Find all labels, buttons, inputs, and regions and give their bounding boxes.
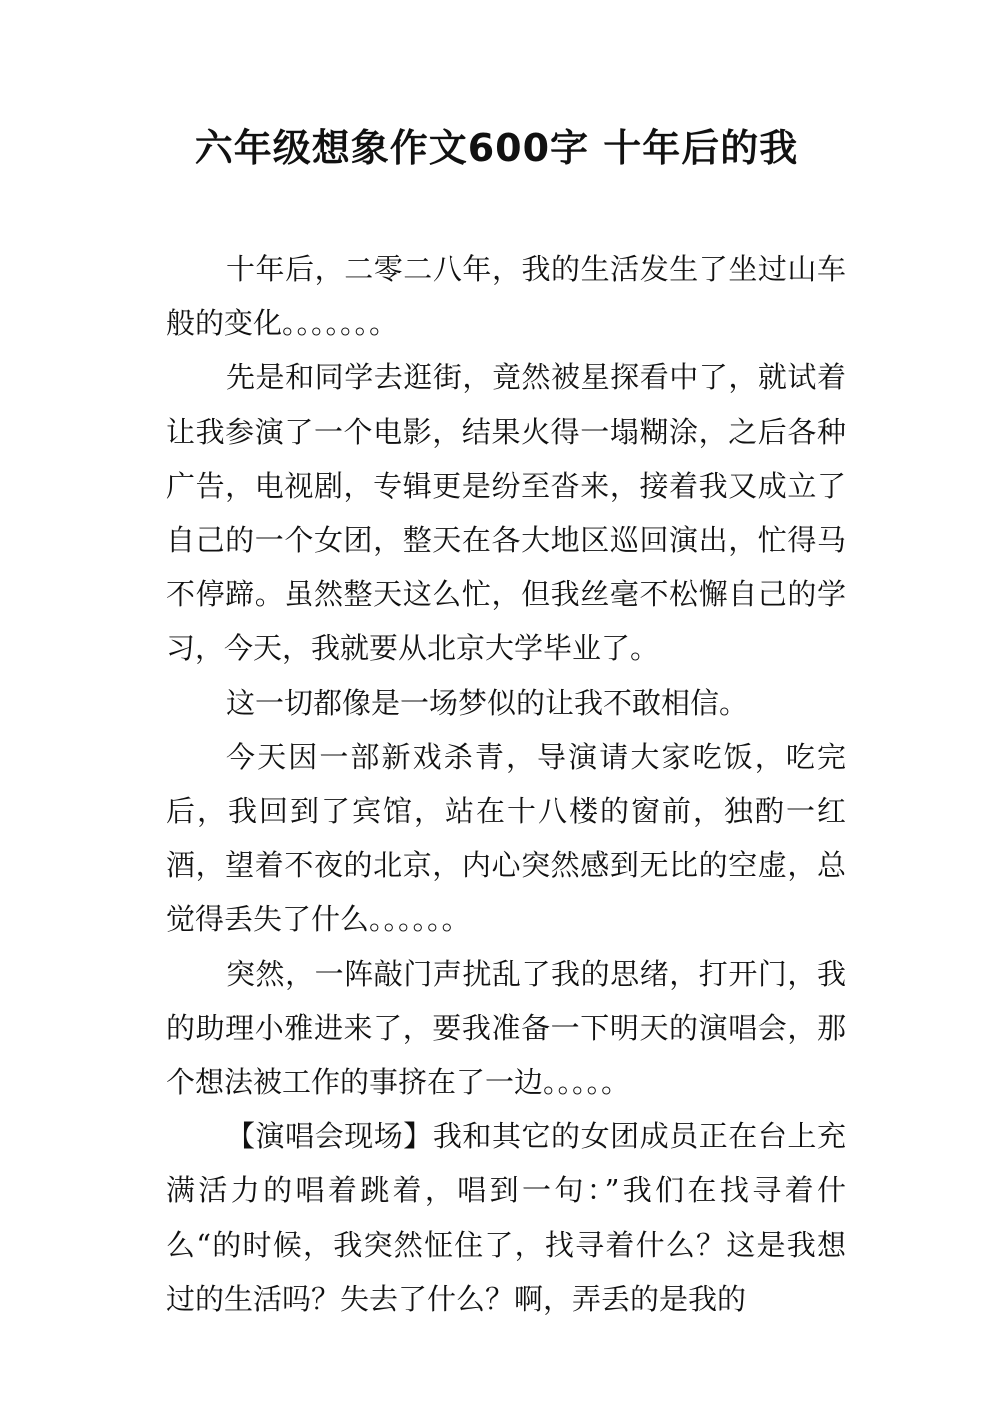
page-title: 六年级想象作文600字 十年后的我 <box>194 126 799 170</box>
paragraph: 这一切都像是一场梦似的让我不敢相信。 <box>226 685 749 720</box>
essay-body <box>166 242 846 1326</box>
paragraph: 十年后，二零二八年，我的生活发生了坐过山车般的变化。。。。。。。 <box>166 252 846 341</box>
paragraph: 【演唱会现场】我和其它的女团成员正在台上充满活力的唱着跳着，唱到一句：”我们在找寻着什么“的时候，我突然怔住了，找寻着什么？这是我想过的生活吗？失去了什么？啊，弄丢的是我的 <box>166 1119 846 1316</box>
paragraph: 今天因一部新戏杀青，导演请大家吃饭，吃完后，我回到了宾馆，站在十八楼的窗前，独酌一红酒，望着不夜的北京，内心突然感到无比的空虚，总觉得丢失了什么。。。。。。 <box>166 739 846 937</box>
paragraph: 先是和同学去逛街，竟然被星探看中了，就试着让我参演了一个电影，结果火得一塌糊涂，之后各种广告，电视剧，专辑更是纷至沓来，接着我又成立了自己的一个女团，整天在各大地区巡回演出，忙得马不停蹄。虽然整天这么忙，但我丝毫不松懈自己的学习，今天，我就要从北京大学毕业了。 <box>166 360 846 666</box>
paragraph: 突然，一阵敲门声扰乱了我的思绪，打开门，我的助理小雅进来了，要我准备一下明天的演唱会，那个想法被工作的事挤在了一边。。。。。 <box>166 956 846 1100</box>
